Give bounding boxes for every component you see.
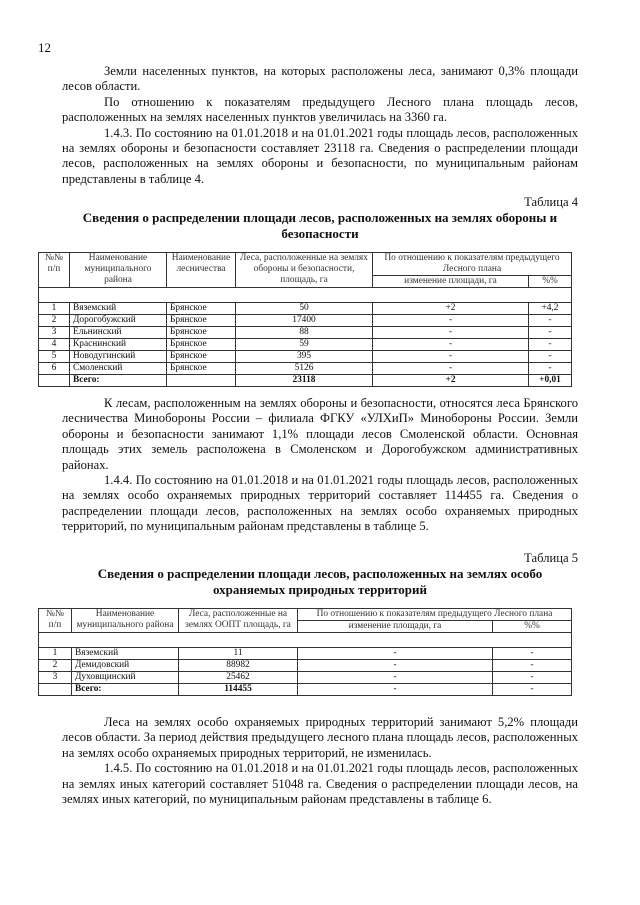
table-row: 1 Вяземский 11 - - <box>39 648 572 660</box>
table4-title: Сведения о распределении площади лесов, расположенных на землях обороны и безопасности <box>82 210 558 241</box>
col-header: По отношению к показателям предыдущего Лесного плана <box>373 253 572 276</box>
paragraph: 1.4.4. По состоянию на 01.01.2018 и на 01.01.2021 годы площадь лесов, расположенных на землях особо охраняемых природных территорий составляет 114455 га. Сведения о распределении площади лесов, расположенных на землях особо охраняемых природных территорий, по муниципальным районам представлены в таблице 5. <box>62 473 578 534</box>
table5-label: Таблица 5 <box>524 551 578 565</box>
paragraph: Леса на землях особо охраняемых природных территорий занимают 5,2% площади лесов области. За период действия предыдущего лесного плана площадь лесов, расположенных на землях особо охраняемых природных территорий, не изменилась. <box>62 715 578 760</box>
page-number: 12 <box>38 40 51 55</box>
paragraph: 1.4.5. По состоянию на 01.01.2018 и на 01.01.2021 годы площадь лесов, расположенных на землях иных категорий составляет 51048 га. Сведения о распределении площади лесов, на землях иных категорий, по муниципальным районам представлены в таблице 6. <box>62 761 578 807</box>
table4-label: Таблица 4 <box>524 195 578 209</box>
table-row: 1 Вяземский Брянское 50 +2 +4,2 <box>39 303 572 315</box>
paragraph: По отношению к показателям предыдущего Лесного плана площадь лесов, расположенных на землях населенных пунктов увеличилась на 3360 га. <box>62 94 578 125</box>
col-header: %% <box>493 621 572 633</box>
table-row: 2 Дорогобужский Брянское 17400 - - <box>39 315 572 327</box>
col-header: Наименование муниципального района <box>70 253 167 288</box>
paragraph: 1.4.3. По состоянию на 01.01.2018 и на 01.01.2021 годы площадь лесов, расположенных на землях обороны и безопасности составляет 23118 га. Сведения о распределении площади лесов, расположенных на землях обороны и безопасности, по муниципальным районам представлены в таблице 4. <box>62 125 578 186</box>
col-header: Наименование лесничества <box>167 253 236 288</box>
table-row: 2 Демидовский 88982 - - <box>39 660 572 672</box>
col-header: По отношению к показателям предыдущего Лесного плана <box>298 609 572 621</box>
table-row: 3 Духовщинский 25462 - - <box>39 672 572 684</box>
table-total-row: Всего: 23118 +2 +0,01 <box>39 375 572 387</box>
col-header: %% <box>529 276 572 288</box>
table-row: 3 Ельнинский Брянское 88 - - <box>39 327 572 339</box>
table-row: 5 Новодугинский Брянское 395 - - <box>39 351 572 363</box>
middle-text <box>62 396 578 535</box>
col-header: №№ п/п <box>39 609 72 633</box>
col-header: изменение площади, га <box>298 621 493 633</box>
col-header: изменение площади, га <box>373 276 529 288</box>
col-header: №№ п/п <box>39 253 70 288</box>
table-row: 6 Смоленский Брянское 5126 - - <box>39 363 572 375</box>
table5-title: Сведения о распределении площади лесов, расположенных на землях особо охраняемых природных территорий <box>97 566 543 597</box>
table-row: 4 Краснинский Брянское 59 - - <box>39 339 572 351</box>
col-header: Леса, расположенные на землях ООПТ площадь, га <box>179 609 298 633</box>
col-header: Леса, расположенные на землях обороны и безопасности, площадь, га <box>236 253 373 288</box>
table5 <box>38 608 572 696</box>
table-total-row: Всего: 114455 - - <box>39 684 572 696</box>
bottom-text <box>62 715 578 807</box>
table4 <box>38 252 572 387</box>
paragraph: Земли населенных пунктов, на которых расположены леса, занимают 0,3% площади лесов области. <box>62 64 578 94</box>
col-header: Наименование муниципального района <box>72 609 179 633</box>
paragraph: К лесам, расположенным на землях обороны и безопасности, относятся леса Брянского лесничества Минобороны России – филиала ФГКУ «УЛХиП» Минобороны России. Земли обороны и безопасности занимают 1,1% площади лесов Смоленской области. Основная площадь этих земель расположена в Смоленском и Дорогобужском административных районах. <box>62 396 578 472</box>
intro-text <box>62 64 578 187</box>
